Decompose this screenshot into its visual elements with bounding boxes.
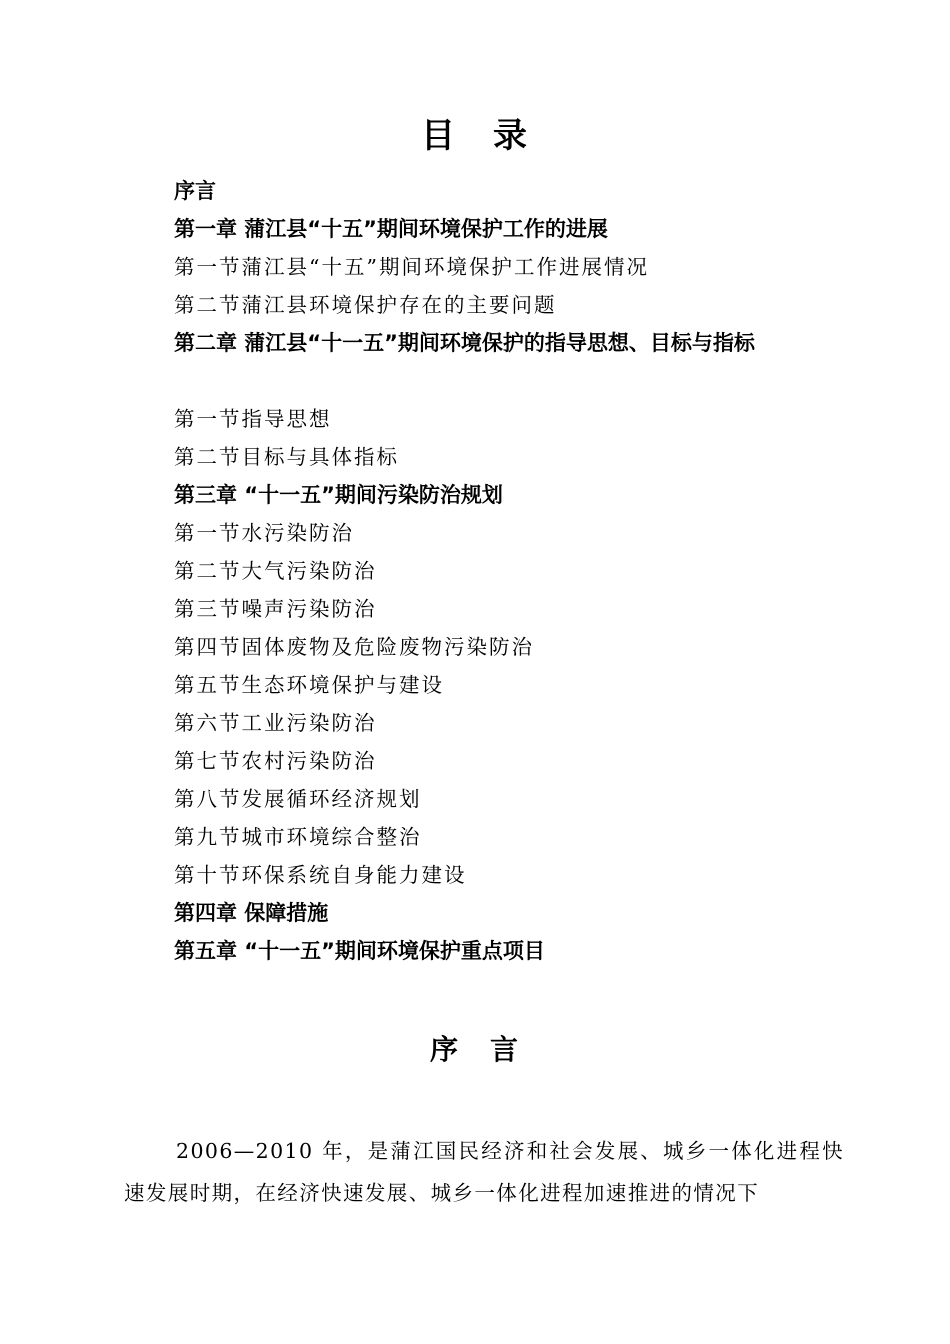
toc-item-section[interactable]: 第五节生态环境保护与建设 — [174, 673, 444, 697]
toc-item-section[interactable]: 第一节指导思想 — [174, 407, 332, 431]
toc-item-chapter-4[interactable]: 第四章 保障措施 — [174, 901, 329, 925]
toc-item-chapter-2[interactable]: 第二章 蒲江县“十一五”期间环境保护的指导思想、目标与指标 — [174, 331, 755, 355]
toc-item-section[interactable]: 第七节农村污染防治 — [174, 749, 377, 773]
toc-item-section[interactable]: 第九节城市环境综合整治 — [174, 825, 422, 849]
toc-item-section[interactable]: 第二节蒲江县环境保护存在的主要问题 — [174, 293, 557, 317]
toc-item-section[interactable]: 第一节水污染防治 — [174, 521, 354, 545]
toc-item-chapter-1[interactable]: 第一章 蒲江县“十五”期间环境保护工作的进展 — [174, 217, 608, 241]
toc-item-preface[interactable]: 序言 — [174, 179, 216, 203]
table-of-contents — [122, 172, 848, 970]
toc-item-section[interactable]: 第六节工业污染防治 — [174, 711, 377, 735]
toc-item-chapter-5[interactable]: 第五章 “十一五”期间环境保护重点项目 — [174, 939, 545, 963]
toc-item-section[interactable]: 第八节发展循环经济规划 — [174, 787, 422, 811]
toc-item-section[interactable]: 第二节目标与具体指标 — [174, 445, 399, 469]
toc-item-section[interactable]: 第三节噪声污染防治 — [174, 597, 377, 621]
preface-paragraph: 2006—2010 年，是蒲江国民经济和社会发展、城乡一体化进程快速发展时期，在经济快速发展、城乡一体化进程加速推进的情况下 — [124, 1139, 844, 1205]
toc-item-section[interactable]: 第一节蒲江县“十五”期间环境保护工作进展情况 — [174, 255, 649, 279]
toc-title: 目 录 — [421, 116, 529, 156]
toc-item-section[interactable]: 第二节大气污染防治 — [174, 559, 377, 583]
toc-item-section[interactable]: 第十节环保系统自身能力建设 — [174, 863, 467, 887]
toc-item-section[interactable]: 第四节固体废物及危险废物污染防治 — [174, 635, 534, 659]
toc-item-chapter-3[interactable]: 第三章 “十一五”期间污染防治规划 — [174, 483, 503, 507]
preface-title: 序 言 — [429, 1033, 520, 1066]
